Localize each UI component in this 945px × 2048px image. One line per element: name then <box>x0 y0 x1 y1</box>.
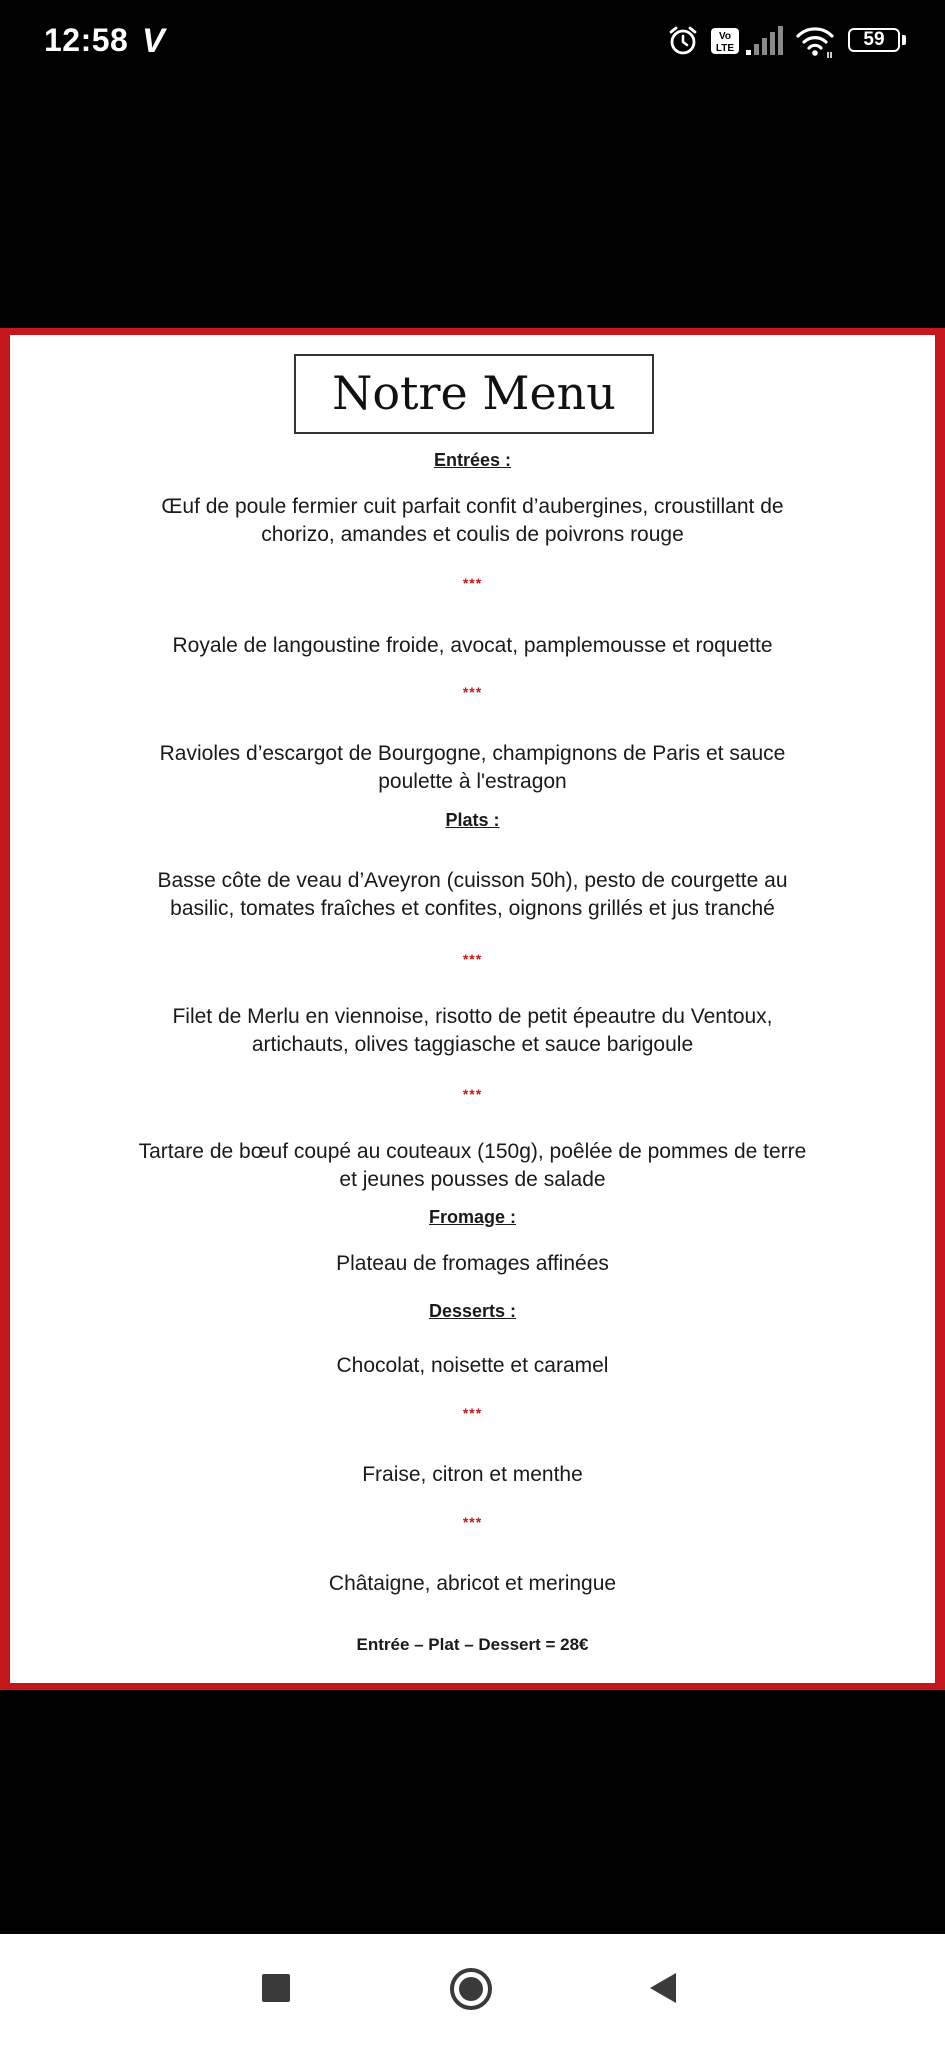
separator: *** <box>462 1514 483 1530</box>
separator: *** <box>462 1405 483 1421</box>
separator: *** <box>462 1086 483 1102</box>
back-button[interactable] <box>650 1973 676 2003</box>
status-time: 12:58 <box>44 22 129 58</box>
dish-fromage-1: Plateau de fromages affinées <box>336 1252 609 1275</box>
dish-entree-1: Œuf de poule fermier cuit parfait confit d’aubergines, croustillant de chorizo, amandes et coulis de poivrons rouge <box>161 495 784 546</box>
home-button[interactable] <box>450 1968 492 2010</box>
separator: *** <box>462 575 483 591</box>
navigation-bar <box>0 1934 945 2048</box>
dish-plat-2: Filet de Merlu en viennoise, risotto de petit épeautre du Ventoux, artichauts, olives taggiasche et sauce barigoule <box>172 1005 773 1056</box>
section-heading-desserts: Desserts : <box>428 1301 517 1321</box>
dish-entree-3: Ravioles d’escargot de Bourgogne, champignons de Paris et sauce poulette à l'estragon <box>159 742 786 793</box>
price-line: Entrée – Plat – Dessert = 28€ <box>356 1635 589 1654</box>
volte-label-bottom: LTE <box>715 43 735 54</box>
section-heading-fromage: Fromage : <box>428 1207 516 1227</box>
status-bar <box>0 0 945 86</box>
menu-image-frame[interactable] <box>0 328 945 1690</box>
dish-dessert-1: Chocolat, noisette et caramel <box>336 1354 609 1377</box>
status-icons <box>0 0 945 86</box>
signal-icon <box>744 26 784 56</box>
dish-plat-3: Tartare de bœuf coupé au couteaux (150g), poêlée de pommes de terre et jeunes pousses de salade <box>138 1140 807 1191</box>
menu-title: Notre Menu <box>294 354 654 434</box>
volte-label-top: Vo <box>718 31 732 42</box>
wifi-icon <box>795 24 835 60</box>
dish-dessert-3: Châtaigne, abricot et meringue <box>328 1572 617 1595</box>
dish-dessert-2: Fraise, citron et menthe <box>362 1463 583 1486</box>
battery-cap <box>902 35 906 45</box>
dish-entree-2: Royale de langoustine froide, avocat, pamplemousse et roquette <box>172 634 773 657</box>
dish-plat-1: Basse côte de veau d’Aveyron (cuisson 50h), pesto de courgette au basilic, tomates fraîches et confites, oignons grillés et jus tranché <box>157 869 788 920</box>
separator: *** <box>462 684 483 700</box>
alarm-icon <box>668 25 698 57</box>
carrier-logo-icon: V <box>142 22 165 60</box>
separator: *** <box>462 951 483 967</box>
menu-paper <box>10 335 935 1683</box>
volte-icon <box>710 27 740 55</box>
section-heading-entrees: Entrées : <box>433 450 512 470</box>
section-heading-plats: Plats : <box>445 810 500 830</box>
recents-button[interactable] <box>262 1974 290 2002</box>
battery-icon: 59 <box>848 28 900 52</box>
